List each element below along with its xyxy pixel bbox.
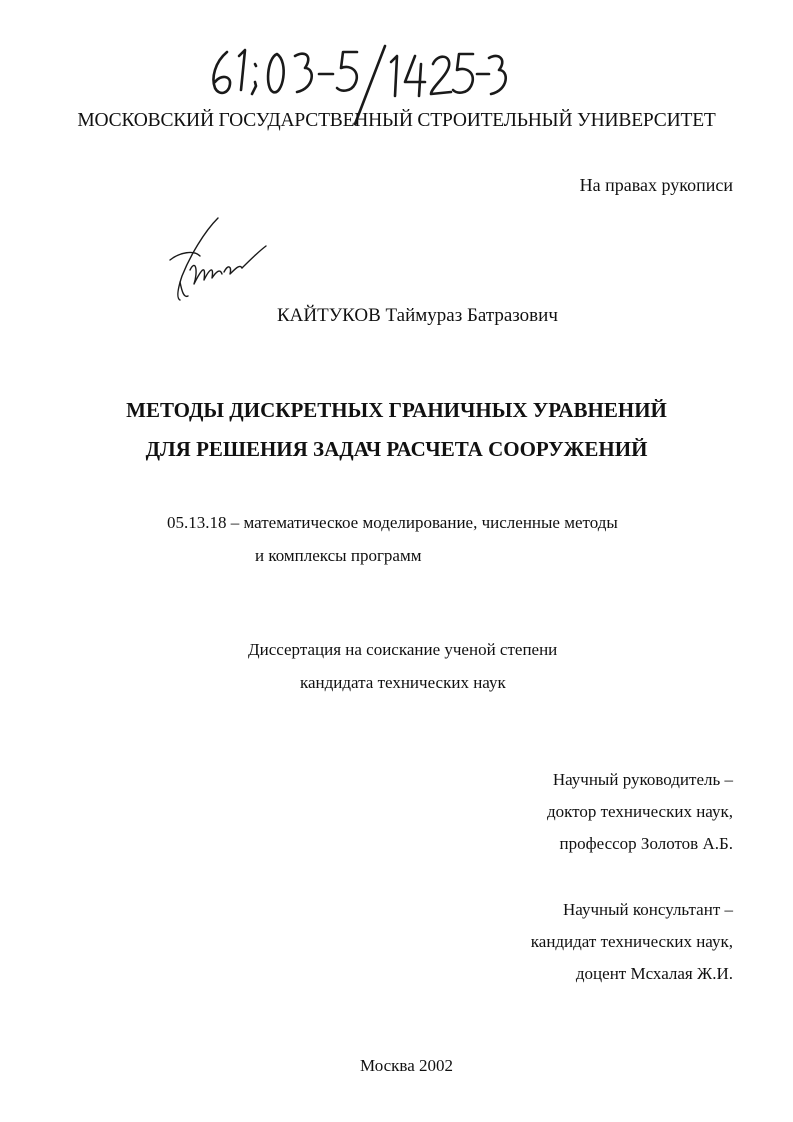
consultant-role: Научный консультант – [563,900,733,919]
specialty-line-2: и комплексы программ [255,546,422,565]
author-name: КАЙТУКОВ Таймураз Батразович [277,305,558,326]
manuscript-note: На правах рукописи [579,175,733,195]
advisor-name: профессор Золотов А.Б. [559,834,733,853]
dissertation-title-line-1: МЕТОДЫ ДИСКРЕТНЫХ ГРАНИЧНЫХ УРАВНЕНИЙ [126,398,667,422]
handwritten-signature [160,212,270,307]
degree-purpose-line-1: Диссертация на соискание ученой степени [248,640,558,659]
signature-icon [160,212,270,307]
degree-purpose-line-2: кандидата технических наук [300,673,506,692]
consultant-name: доцент Мсхалая Ж.И. [575,964,733,983]
dissertation-title-line-2: ДЛЯ РЕШЕНИЯ ЗАДАЧ РАСЧЕТА СООРУЖЕНИЙ [145,437,648,461]
consultant-degree: кандидат технических наук, [530,932,733,951]
city-and-year: Москва 2002 [360,1056,454,1075]
specialty-line-1: 05.13.18 – математическое моделирование, численные методы [167,513,618,532]
university-name: МОСКОВСКИЙ ГОСУДАРСТВЕННЫЙ СТРОИТЕЛЬНЫЙ УНИВЕРСИТЕТ [77,110,716,131]
advisor-role: Научный руководитель – [552,770,733,789]
advisor-degree: доктор технических наук, [546,802,733,821]
